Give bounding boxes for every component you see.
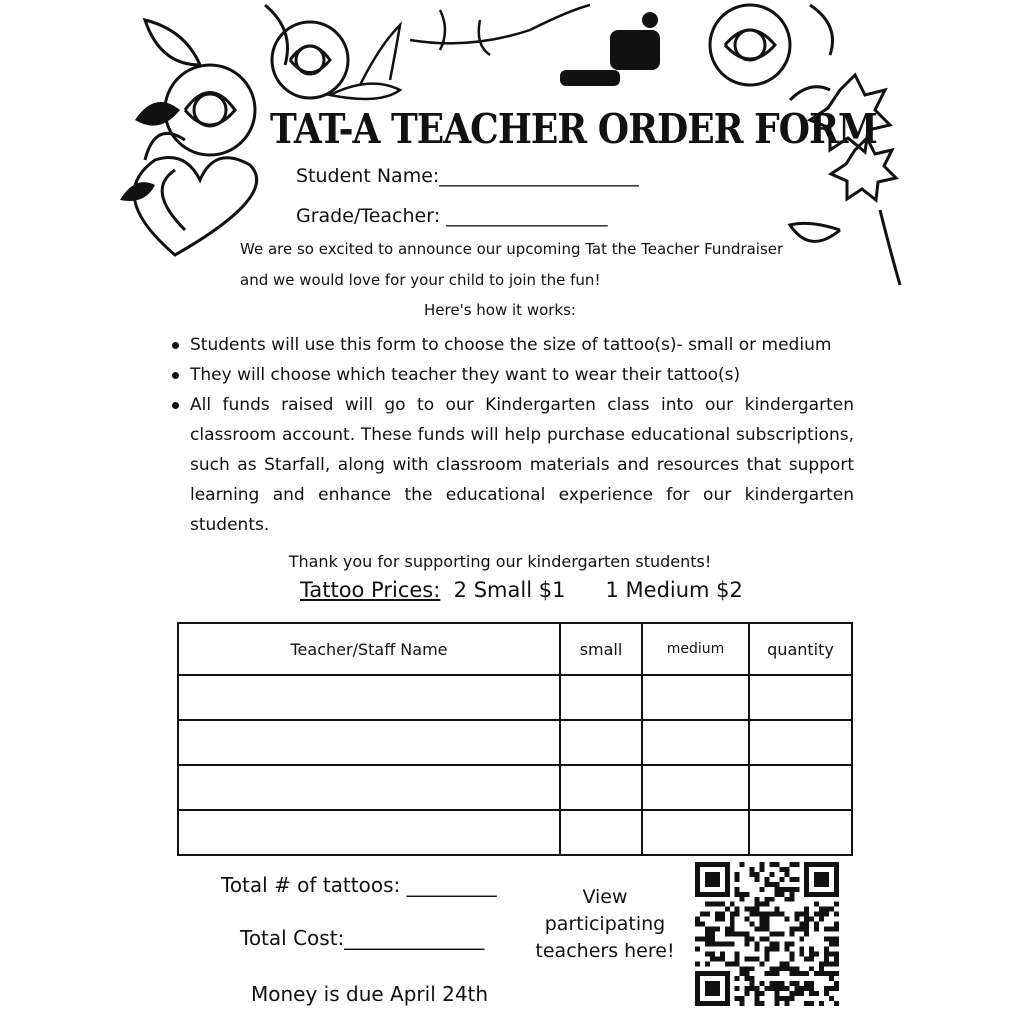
medium-cell[interactable] bbox=[642, 765, 749, 810]
instruction-item: Students will use this form to choose the size of tattoo(s)- small or medium bbox=[170, 330, 854, 360]
qr-caption-line: teachers here! bbox=[535, 940, 675, 962]
qr-code[interactable] bbox=[695, 862, 839, 1006]
header-small: small bbox=[560, 623, 642, 675]
teacher-name-cell[interactable] bbox=[178, 765, 560, 810]
thank-you-text: Thank you for supporting our kindergarten students! bbox=[288, 552, 712, 571]
total-tattoos-field[interactable]: Total # of tattoos: _________ bbox=[221, 873, 497, 897]
prices-label: Tattoo Prices: bbox=[300, 578, 441, 602]
header-medium: medium bbox=[642, 623, 749, 675]
form-title: TAT-A TEACHER ORDER FORM bbox=[270, 104, 877, 154]
quantity-cell[interactable] bbox=[749, 675, 852, 720]
swallow-and-tattoo-machine-illustration bbox=[310, 0, 710, 110]
qr-caption-line: participating bbox=[544, 913, 666, 935]
medium-cell[interactable] bbox=[642, 810, 749, 855]
intro-line-1: We are so excited to announce our upcoming Tat the Teacher Fundraiser bbox=[240, 240, 784, 258]
teacher-name-cell[interactable] bbox=[178, 675, 560, 720]
table-row bbox=[178, 675, 852, 720]
small-cell[interactable] bbox=[560, 720, 642, 765]
teacher-name-cell[interactable] bbox=[178, 720, 560, 765]
small-cell[interactable] bbox=[560, 675, 642, 720]
how-it-works-heading: Here's how it works: bbox=[424, 301, 576, 319]
table-row bbox=[178, 810, 852, 855]
table-row bbox=[178, 765, 852, 810]
medium-cell[interactable] bbox=[642, 720, 749, 765]
table-row bbox=[178, 720, 852, 765]
price-medium: 1 Medium $2 bbox=[605, 578, 743, 602]
price-small: 2 Small $1 bbox=[453, 578, 566, 602]
medium-cell[interactable] bbox=[642, 675, 749, 720]
order-table bbox=[177, 622, 853, 856]
small-cell[interactable] bbox=[560, 765, 642, 810]
due-date-text: Money is due April 24th bbox=[251, 982, 489, 1006]
quantity-cell[interactable] bbox=[749, 810, 852, 855]
instructions-list bbox=[170, 330, 854, 540]
intro-line-2: and we would love for your child to join the fun! bbox=[240, 271, 601, 289]
small-cell[interactable] bbox=[560, 810, 642, 855]
quantity-cell[interactable] bbox=[749, 765, 852, 810]
table-header-row bbox=[178, 623, 852, 675]
student-name-field[interactable]: Student Name:_____________________ bbox=[296, 165, 639, 187]
teacher-name-cell[interactable] bbox=[178, 810, 560, 855]
header-teacher-staff-name: Teacher/Staff Name bbox=[178, 623, 560, 675]
qr-caption bbox=[525, 884, 685, 965]
quantity-cell[interactable] bbox=[749, 720, 852, 765]
grade-teacher-field[interactable]: Grade/Teacher: _________________ bbox=[296, 205, 608, 227]
instruction-item: They will choose which teacher they want to wear their tattoo(s) bbox=[170, 360, 854, 390]
tattoo-prices bbox=[300, 578, 743, 602]
instruction-item: All funds raised will go to our Kindergarten class into our kindergarten classroom account. These funds will help purchase educational subscriptions, such as Starfall, along with classroom materials and resources that support learning and enhance the educational experience for our kindergarten students. bbox=[170, 390, 854, 540]
total-cost-field[interactable]: Total Cost:______________ bbox=[240, 926, 485, 950]
header-quantity: quantity bbox=[749, 623, 852, 675]
qr-caption-line: View bbox=[582, 886, 628, 908]
